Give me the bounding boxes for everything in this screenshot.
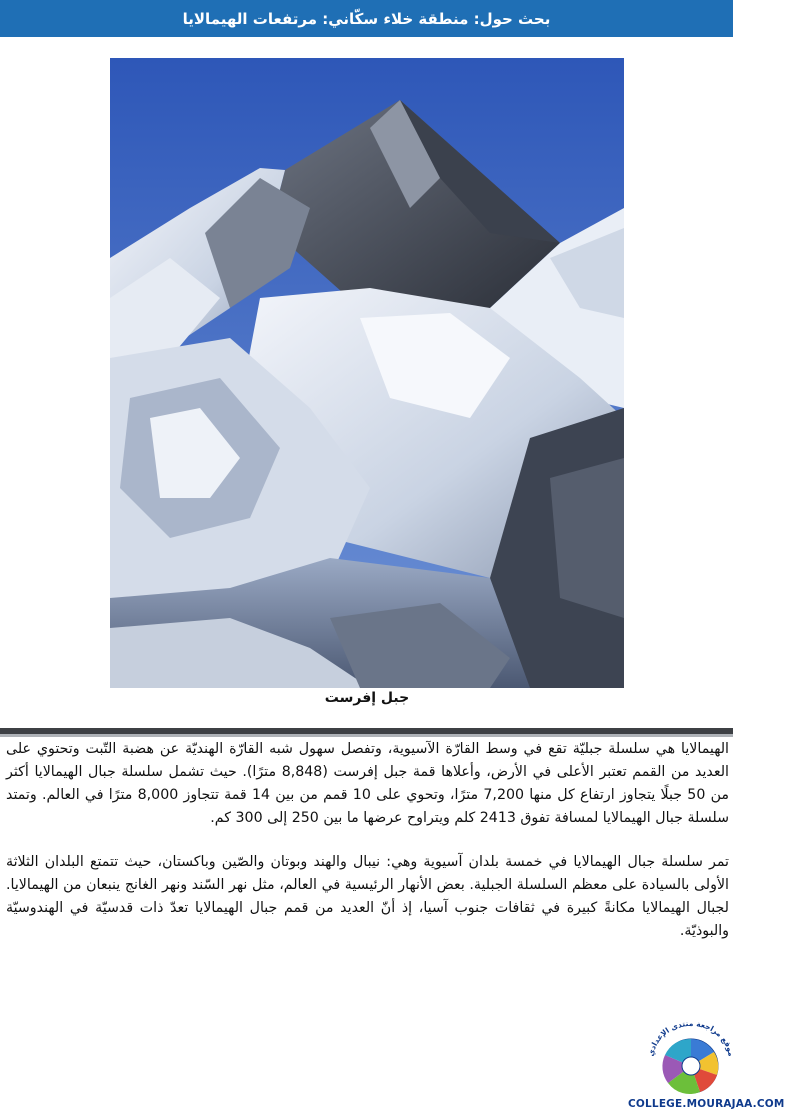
page-title: بحث حول: منطقة خلاء سكّاني: مرتفعات الهيمالايا	[182, 9, 551, 28]
article-body	[6, 738, 729, 964]
logo-emblem-icon	[628, 1020, 754, 1096]
logo-url-text: COLLEGE.MOURAJAA.COM	[628, 1098, 785, 1110]
paragraph-countries: تمر سلسلة جبال الهيمالايا في خمسة بلدان آسيوية وهي: نيبال والهند وبوتان والصّين وباكستان، حيث تتمتع البلدان الثلاثة الأولى بالسيادة على معظم السلسلة الجبلية. بعض الأنهار الرئيسية في العالم، مثل نهر السّند ونهر الغانج ينبعان من الهيمالايا. لجبال الهيمالايا مكانةً كبيرة في ثقافات جنوب آسيا، إذ أنّ العديد من قمم جبال الهيمالايا تعدّ ذات قدسيّة في الهندوسيّة والبوذيّة.	[6, 854, 729, 939]
photo-caption: جبل إفرست	[324, 690, 410, 706]
header-bar	[0, 0, 733, 37]
svg-text:موقع مراجعة منتدى الإعدادي: موقع مراجعة منتدى الإعدادي	[646, 1020, 736, 1058]
site-logo	[628, 1020, 785, 1110]
section-divider-shadow	[0, 734, 733, 737]
mount-everest-photo	[110, 58, 624, 688]
paragraph-intro: الهيمالايا هي سلسلة جبليّة تقع في وسط القارّة الآسيوية، وتفصل سهول شبه القارّة الهنديّة عن هضبة التّبت وتحتوي على العديد من القمم تعتبر الأعلى في الأرض، وأعلاها قمة جبل إفرست (8,848 مترًا). حيث تشمل سلسلة جبال الهيمالايا أكثر من 50 جبلًا يتجاوز ارتفاع كل منها 7,200 مترًا، وتحوي على 10 قمم من بين 14 قمة تتجاوز 8,000 مترًا في العالم. وتمتد سلسلة جبال الهيمالايا لمسافة تفوق 2413 كلم ويتراوح عرضها ما بين 250 إلى 300 كم.	[6, 741, 729, 826]
